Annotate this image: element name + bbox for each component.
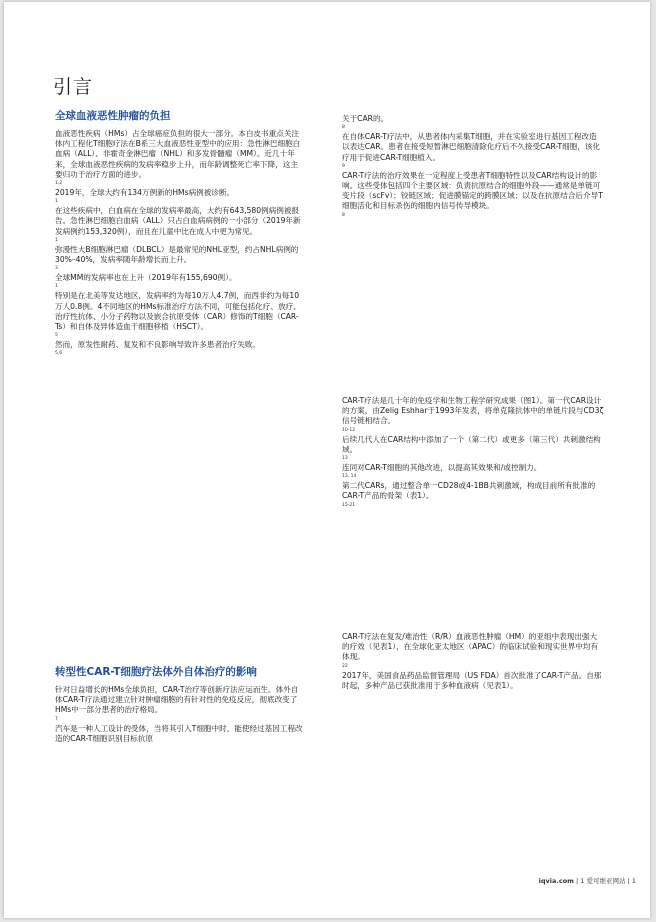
reference-marker: 1 bbox=[55, 199, 58, 205]
reference-marker: 3 bbox=[55, 266, 58, 272]
paragraph: 2017年，美国食品药品监督管理局（US FDA）首次批准了CAR-T产品。自那时起，多种产品已获批准用于多种血液病（见表1）。 bbox=[342, 670, 602, 690]
reference-marker: 9 bbox=[342, 163, 345, 169]
reference-marker: 13, 14 bbox=[342, 474, 357, 480]
reference-marker: 5 bbox=[55, 333, 58, 339]
paragraph: CAR-T疗法的治疗效果在一定程度上受患者T细胞特性以及CAR结构设计的影响。这些受体包括四个主要区域：负责抗原结合的细胞外段——通常是单链可变片段（scFv）；铰链区域；促进膜锚定的跨膜区域；以及在抗原结合后介导T细胞活化和目标杀伤的细胞内信号传导模块。 bbox=[342, 170, 603, 211]
paragraph: CAR-T疗法在复发/难治性（R/R）血液恶性肿瘤（HM）的亚组中表现出强大的疗效（见表1），在全球化亚太地区（APAC）的临床试验和现实世界中均有体现。 bbox=[342, 632, 599, 662]
paragraph: 在自体CAR-T疗法中，从患者体内采集T细胞，并在实验室进行基因工程改造以表达CAR。患者在接受短暂淋巴细胞清除化疗后不久接受CAR-T细胞，该化疗用于促进CAR-T细胞植入。 bbox=[342, 132, 601, 162]
paragraph: 关于CAR的。 bbox=[342, 114, 389, 123]
footer-separator: | bbox=[576, 877, 579, 885]
footer-separator: | bbox=[627, 877, 630, 885]
paragraph: 特别是在北美等发达地区，发病率约为每10万人4.7例，而西非约为每10万人0.8例。4不同地区的HMs标准治疗方法不同，可能包括化疗、放疗、治疗性抗体、小分子药物以及嵌合抗原受体（CAR）修饰的T细胞（CAR-Ts）和自体及异体造血干细胞移植（HSCT）。 bbox=[55, 291, 301, 332]
paragraph: 血液恶性疾病（HMs）占全球癌症负担的很大一部分。本白皮书重点关注体内工程化T细胞疗法在B系三大血液恶性亚型中的应用：急性淋巴细胞白血病（ALL）、非霍奇金淋巴瘤（NHL）和多发骨髓瘤（MM）。近几十年来，全球血液恶性疾病的发病率稳步上升，而年龄调整死亡率下降，这主要归功于治疗方面的进步。 bbox=[55, 129, 301, 179]
paragraph: 后续几代人在CAR结构中添加了一个（第二代）或更多（第三代）共刺激结构域。 bbox=[342, 434, 601, 454]
document-page bbox=[4, 2, 650, 918]
reference-marker: 22 bbox=[342, 663, 348, 669]
car-history-section bbox=[342, 396, 604, 510]
reference-marker: 8 bbox=[342, 125, 345, 131]
burden-heading: 全球血液恶性肿瘤的负担 bbox=[55, 110, 171, 122]
paragraph: 连同对CAR-T细胞的其他改进，以提高其效果和/或控制力。 bbox=[342, 463, 542, 473]
reference-marker: 10-12 bbox=[342, 427, 356, 433]
paragraph: 然而，原发性耐药、复发和不良影响导致许多患者治疗失败。 bbox=[55, 340, 261, 350]
reference-marker: 1 bbox=[55, 237, 58, 243]
reference-marker: 5,6 bbox=[55, 351, 63, 357]
impact-heading: 转型性CAR-T细胞疗法体外自体治疗的影响 bbox=[55, 666, 257, 678]
page-title: 引言 bbox=[53, 76, 94, 98]
reference-marker: 15-21 bbox=[342, 502, 356, 508]
paragraph: 弥漫性大B细胞淋巴瘤（DLBCL）是最常见的NHL亚型，约占NHL病例的30%–40%，发病率随年龄增长而上升。 bbox=[55, 244, 299, 265]
footer-page-number: 1 bbox=[631, 877, 636, 885]
car-structure-section bbox=[342, 114, 604, 220]
paragraph: 针对日益增长的HMs全球负担，CAR-T治疗等创新疗法应运而生。体外自体CAR-T疗法通过建立针对肿瘤细胞的有针对性的免疫反应，彻底改变了HMs中一部分患者的治疗格局。 bbox=[55, 685, 299, 715]
reference-marker: 13 bbox=[342, 456, 348, 462]
clinical-efficacy-section bbox=[342, 632, 604, 691]
paragraph: CAR-T疗法是几十年的免疫学和生物工程学研究成果（图1）。第一代CAR设计的方案，由Zelig Eshhar于1993年发表，将单克隆抗体中的单链片段与CD3ζ信号链相结合。 bbox=[342, 396, 604, 426]
burden-section bbox=[55, 110, 305, 358]
footer-site[interactable]: iqvia.com bbox=[538, 877, 574, 885]
paragraph: 全球MM的发病率也在上升（2019年有155,690例）。 bbox=[55, 273, 237, 283]
paragraph: 汽车是一种人工设计的受体，当将其引入T细胞中时，能使经过基因工程改造的CAR-T细胞识别目标抗原 bbox=[55, 723, 303, 743]
reference-marker: 8 bbox=[342, 212, 345, 218]
paragraph: 第二代CARs，通过整合单一CD28或4-1BB共刺激域，构成目前所有批准的CAR-T产品的骨架（表1）。 bbox=[342, 481, 596, 501]
page-footer bbox=[539, 876, 636, 885]
reference-marker: 1,2 bbox=[55, 181, 63, 187]
impact-section bbox=[55, 666, 305, 744]
paragraph: 2019年，全球大约有134万例新的HMs病例被诊断。 bbox=[55, 188, 235, 198]
paragraph: 在这些疾病中，白血病在全球的发病率最高，大约有643,580例病例被报告。急性淋巴细胞白血病（ALL）只占白血病病例的一小部分（2019年新发病例约153,320例），而且在儿童中比在成人中更为常见。 bbox=[55, 206, 301, 236]
reference-marker: 1 bbox=[55, 284, 58, 290]
footer-label: 1 爱可维亚网站 bbox=[580, 877, 626, 885]
reference-marker: 7 bbox=[55, 716, 58, 722]
